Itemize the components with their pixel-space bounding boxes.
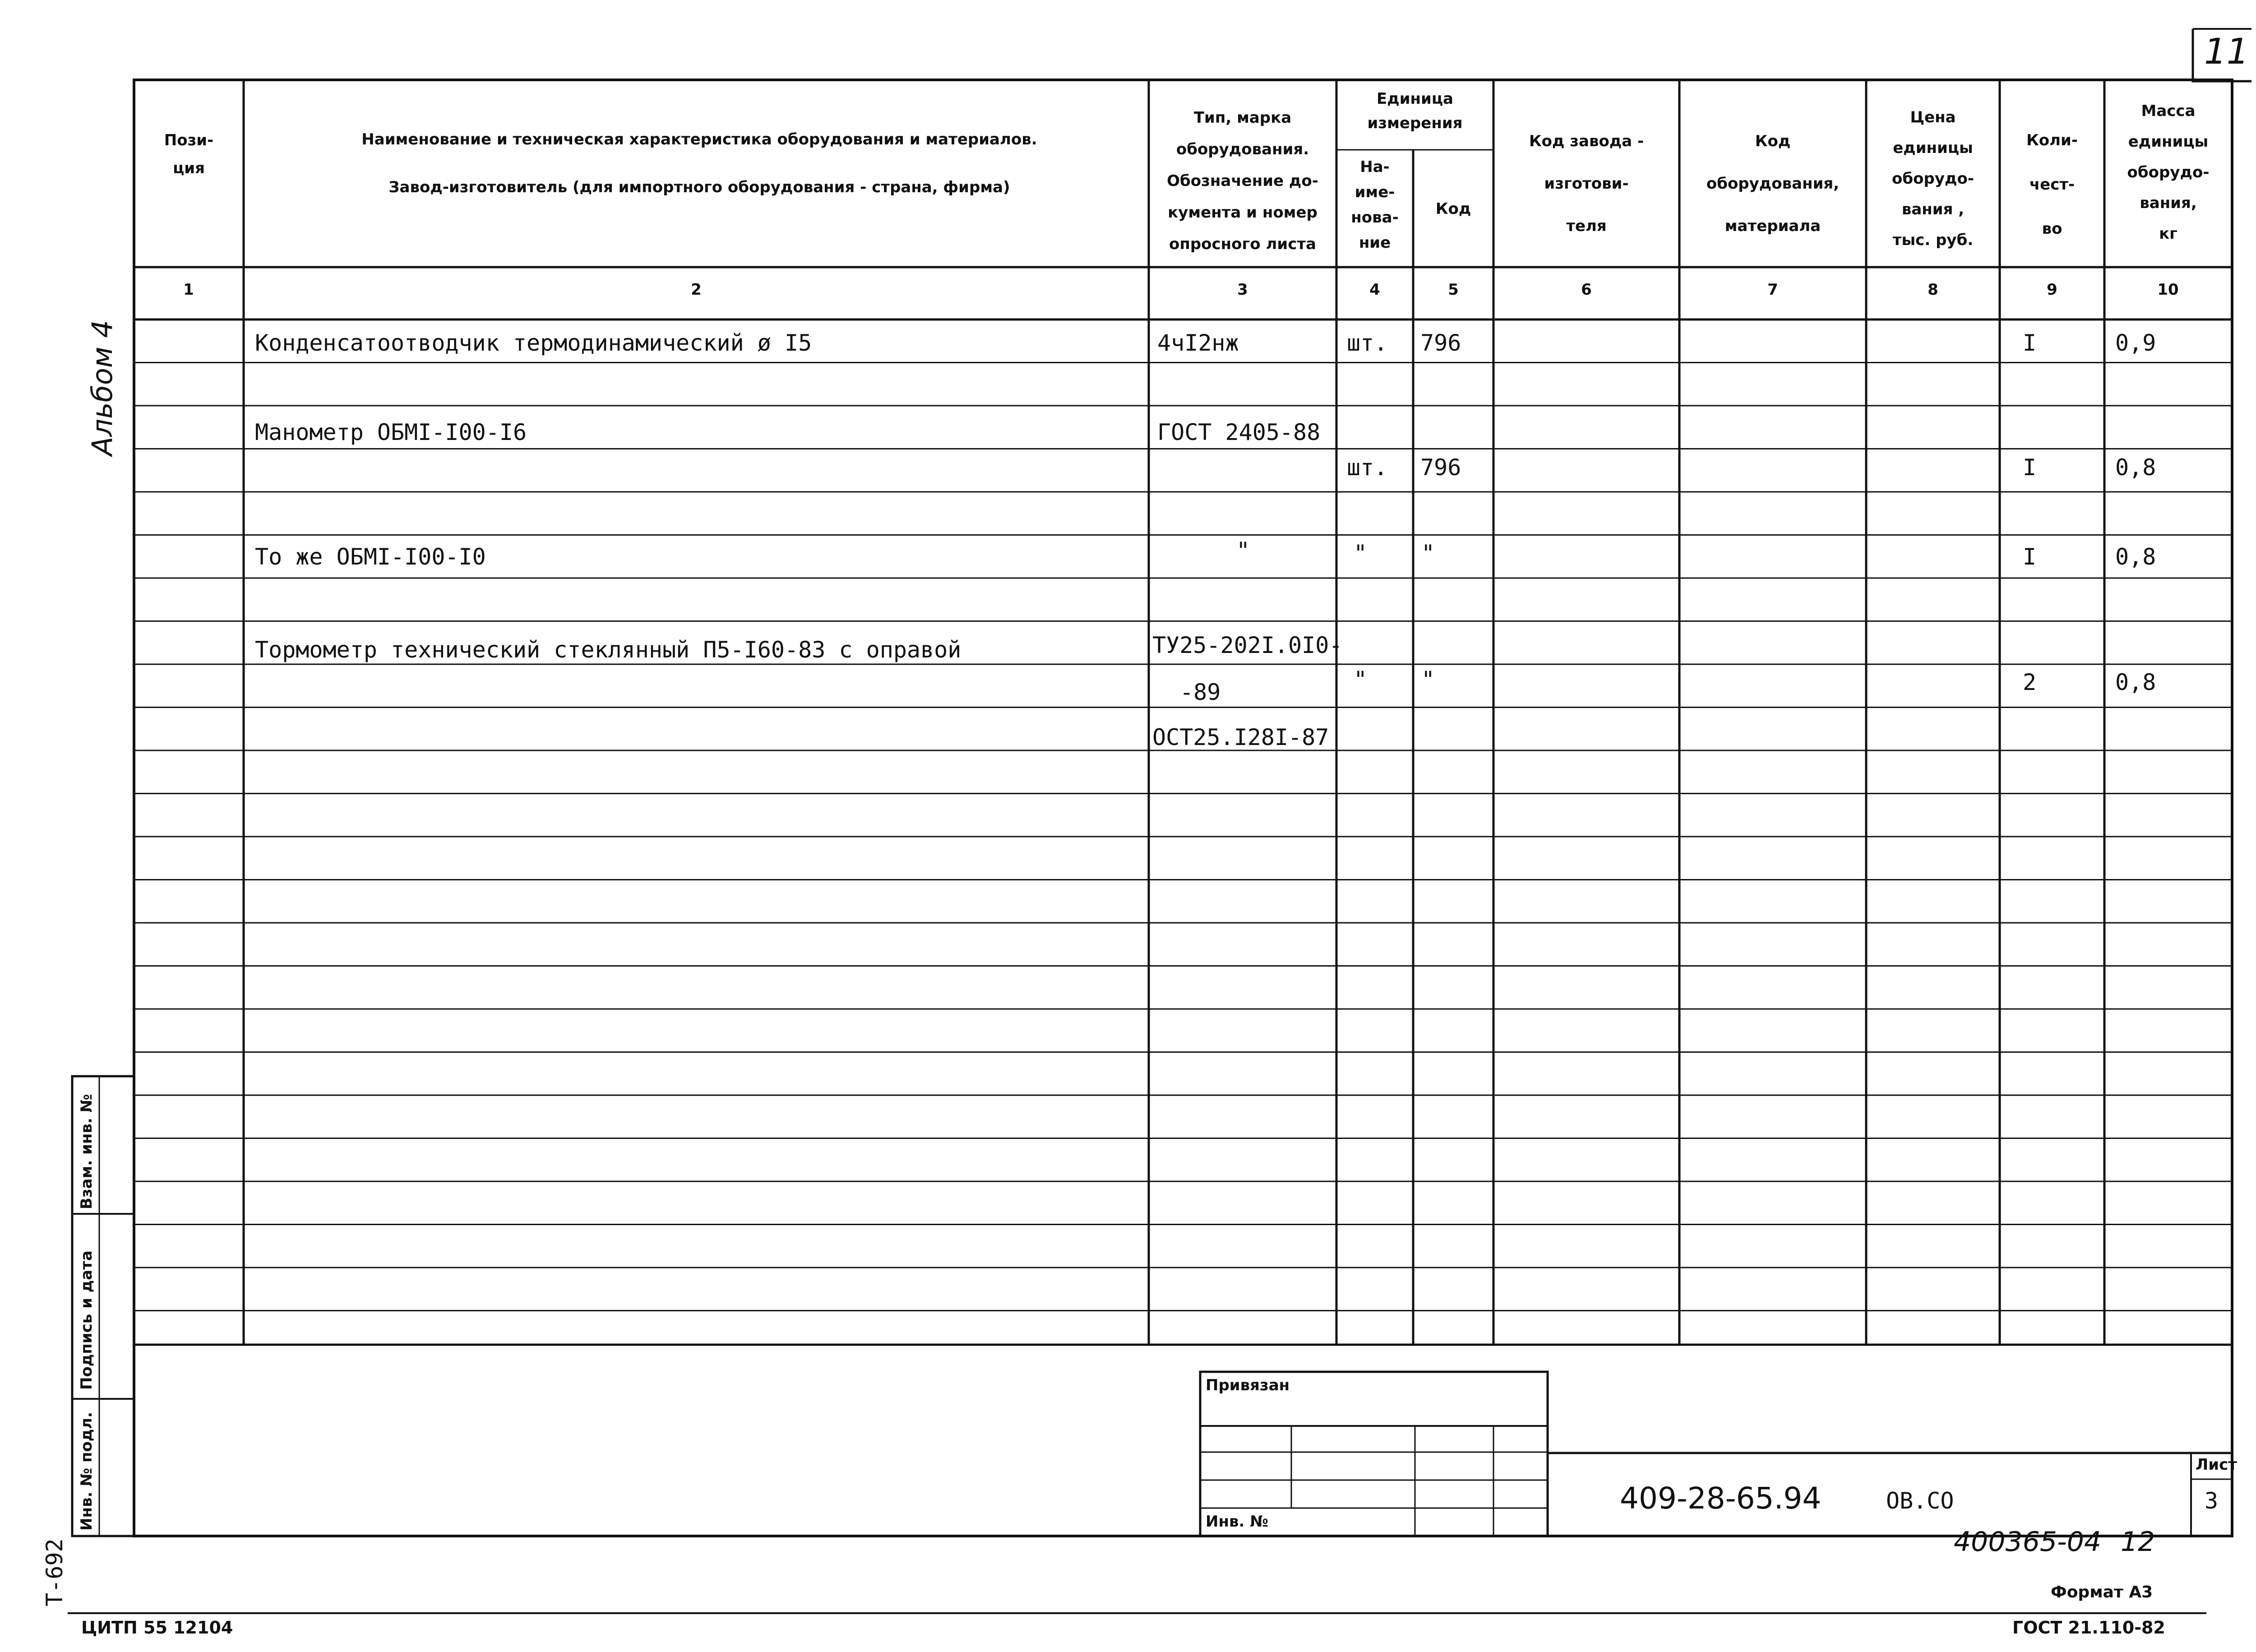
table-row-unit: шт. [1347, 454, 1388, 481]
header-mass: Масса единицы оборудо- вания, кг [2127, 102, 2210, 243]
table-row-type: 4чI2нж [1157, 330, 1239, 356]
table-row-code: 796 [1420, 454, 1461, 481]
album-note: Альбом 4 [86, 320, 119, 456]
table-row-name: Конденсатоотводчик термодинамический ø I5 [255, 330, 812, 356]
table-row-unit: " [1354, 666, 1368, 693]
column-number: 5 [1448, 281, 1459, 299]
stamp-doc-code: 409-28-65.94 [1620, 1481, 1821, 1516]
footer-left: ЦИТП 55 12104 [81, 1618, 233, 1638]
header-unit-code: Код [1435, 200, 1471, 218]
column-number: 2 [691, 281, 702, 299]
table-row-unit: " [1354, 540, 1368, 566]
header-type: Тип, марка оборудования. Обозначение до- кумента и номер опросного листа [1167, 109, 1318, 253]
sheet-corner-number: 11 [2204, 32, 2249, 72]
footer-format: Формат А3 [2051, 1583, 2153, 1601]
table-row-mass: 0,9 [2115, 330, 2156, 356]
table-row-code: " [1421, 666, 1435, 693]
header-name-line2: Завод-изготовитель (для импортного оборудования - страна, фирма) [388, 178, 1010, 196]
table-row-name: То же ОБМI-I00-I0 [255, 544, 486, 570]
table-row-qty: I [2023, 454, 2037, 481]
table-row-mass: 0,8 [2115, 544, 2156, 570]
header-quantity: Коли- чест- во [2026, 131, 2078, 238]
header-unit-name: На- име- нова- ние [1351, 158, 1399, 252]
table-row-type: -89 [1180, 679, 1221, 705]
column-number: 8 [1928, 281, 1938, 299]
header-position: Пози- ция [164, 131, 214, 177]
header-unit: Единица измерения [1367, 90, 1463, 132]
column-number: 4 [1369, 281, 1380, 299]
table-row-unit: шт. [1347, 330, 1388, 356]
stamp-privyazan: Привязан [1206, 1376, 1290, 1394]
stamp-list-value: 3 [2205, 1488, 2219, 1514]
column-number: 9 [2047, 281, 2057, 299]
table-row-qty: I [2023, 330, 2037, 356]
header-name-line1: Наименование и техническая характеристика оборудования и материалов. [361, 130, 1037, 148]
side-stamp-vzam: Взам. инв. № [78, 1094, 96, 1209]
table-row-type: " [1236, 537, 1250, 564]
column-number: 10 [2157, 281, 2179, 299]
archive-sheet: 12 [2121, 1526, 2155, 1558]
table-row-type: ГОСТ 2405-88 [1157, 419, 1321, 445]
table-row-code: " [1421, 540, 1435, 566]
footer-gost: ГОСТ 21.110-82 [2012, 1618, 2165, 1638]
header-equipment-code: Код оборудования, материала [1706, 132, 1840, 235]
table-row-name: Тормометр технический стеклянный П5-I60-83 с оправой [255, 637, 962, 663]
side-stamp-podpis: Подпись и дата [78, 1250, 96, 1390]
column-number: 6 [1581, 281, 1592, 299]
table-row-qty: 2 [2023, 669, 2037, 695]
column-number: 1 [183, 281, 194, 299]
side-stamp-inv-podl: Инв. № подл. [78, 1411, 96, 1531]
table-row-type: ТУ25-202I.0I0- [1152, 632, 1343, 658]
table-row-code: 796 [1420, 330, 1461, 356]
table-row-mass: 0,8 [2115, 454, 2156, 481]
stamp-list-label: Лист [2196, 1456, 2237, 1474]
header-price: Цена единицы оборудо- вания , тыс. руб. [1892, 108, 1974, 249]
table-row-name: Манометр ОБМI-I00-I6 [255, 419, 527, 445]
table-row-type: ОСТ25.I28I-87 [1152, 724, 1329, 750]
column-number: 7 [1767, 281, 1778, 299]
side-code: Т-692 [42, 1538, 68, 1606]
stamp-doc-mark: ОВ.СО [1886, 1488, 1954, 1514]
archive-number: 400365-04 [1954, 1526, 2102, 1558]
stamp-inv-no: Инв. № [1206, 1513, 1269, 1531]
table-row-mass: 0,8 [2115, 669, 2156, 695]
table-row-qty: I [2023, 544, 2037, 570]
column-number: 3 [1237, 281, 1248, 299]
header-plant-code: Код завода - изготови- теля [1529, 132, 1644, 235]
